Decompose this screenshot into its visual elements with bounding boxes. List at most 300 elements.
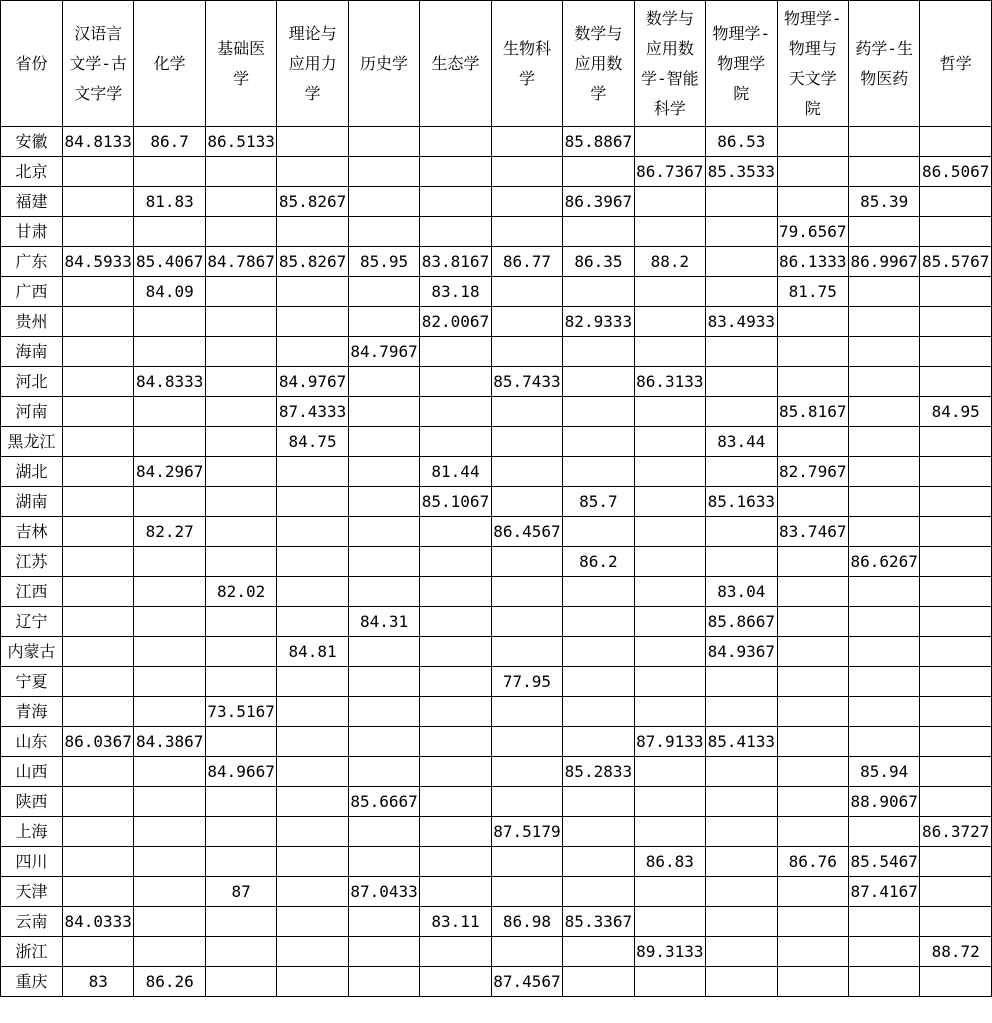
score-cell [277, 577, 348, 607]
score-cell [563, 577, 634, 607]
score-cell [563, 637, 634, 667]
province-cell: 重庆 [1, 967, 63, 997]
score-cell [848, 457, 919, 487]
score-cell: 84.3867 [134, 727, 205, 757]
score-cell [634, 337, 705, 367]
score-cell: 84.31 [348, 607, 419, 637]
score-cell [420, 817, 491, 847]
score-cell [848, 637, 919, 667]
score-cell [920, 847, 992, 877]
score-cell [777, 427, 848, 457]
score-cell [563, 937, 634, 967]
score-cell [63, 637, 134, 667]
score-cell [491, 727, 562, 757]
score-cell [706, 217, 777, 247]
score-cell: 83.8167 [420, 247, 491, 277]
score-cell [706, 907, 777, 937]
score-cell [277, 337, 348, 367]
table-row [1, 757, 992, 787]
score-cell [920, 967, 992, 997]
score-cell [420, 397, 491, 427]
score-cell [134, 307, 205, 337]
score-cell [563, 727, 634, 757]
score-cell [277, 817, 348, 847]
score-cell [491, 697, 562, 727]
score-cell [634, 817, 705, 847]
score-cell [63, 337, 134, 367]
score-cell [848, 337, 919, 367]
score-cell [777, 967, 848, 997]
score-cell [63, 787, 134, 817]
table-row [1, 277, 992, 307]
score-cell [205, 517, 276, 547]
score-cell [348, 187, 419, 217]
score-cell [491, 397, 562, 427]
score-cell: 87.4333 [277, 397, 348, 427]
score-cell [205, 787, 276, 817]
score-cell: 84.0333 [63, 907, 134, 937]
score-cell [491, 607, 562, 637]
score-cell: 86.83 [634, 847, 705, 877]
province-cell: 北京 [1, 157, 63, 187]
column-header: 物理学-物理与天文学院 [777, 1, 848, 127]
score-cell [348, 457, 419, 487]
score-cell [348, 277, 419, 307]
score-cell: 86.53 [706, 127, 777, 157]
score-cell [348, 577, 419, 607]
score-cell [348, 157, 419, 187]
score-cell [134, 547, 205, 577]
score-cell [205, 157, 276, 187]
score-cell [920, 577, 992, 607]
province-cell: 陕西 [1, 787, 63, 817]
score-cell [706, 397, 777, 427]
score-cell [563, 697, 634, 727]
score-cell [634, 877, 705, 907]
score-cell [63, 157, 134, 187]
score-cell: 85.4133 [706, 727, 777, 757]
score-cell: 86.7 [134, 127, 205, 157]
score-cell [706, 877, 777, 907]
score-cell: 85.7 [563, 487, 634, 517]
score-cell: 82.9333 [563, 307, 634, 337]
score-cell [420, 517, 491, 547]
score-cell [848, 667, 919, 697]
score-cell [205, 187, 276, 217]
score-cell [205, 397, 276, 427]
province-cell: 四川 [1, 847, 63, 877]
score-cell [706, 367, 777, 397]
score-cell [634, 277, 705, 307]
score-cell: 87.9133 [634, 727, 705, 757]
score-cell [205, 937, 276, 967]
score-cell [777, 307, 848, 337]
score-cell [634, 427, 705, 457]
column-header: 药学-生物医药 [848, 1, 919, 127]
score-cell [348, 967, 419, 997]
score-cell [205, 907, 276, 937]
score-cell: 86.77 [491, 247, 562, 277]
score-cell [634, 307, 705, 337]
score-cell [491, 217, 562, 247]
score-cell [491, 157, 562, 187]
score-cell [134, 217, 205, 247]
score-cell [706, 187, 777, 217]
score-cell [634, 697, 705, 727]
score-cell [205, 607, 276, 637]
score-cell [848, 397, 919, 427]
province-cell: 吉林 [1, 517, 63, 547]
score-cell [277, 967, 348, 997]
score-cell [134, 907, 205, 937]
score-cell [491, 637, 562, 667]
table-row [1, 427, 992, 457]
score-cell [63, 187, 134, 217]
table-row [1, 247, 992, 277]
score-cell [491, 187, 562, 217]
province-cell: 内蒙古 [1, 637, 63, 667]
score-cell [420, 637, 491, 667]
column-header: 理论与应用力学 [277, 1, 348, 127]
score-cell [205, 637, 276, 667]
province-cell: 江西 [1, 577, 63, 607]
score-cell: 88.2 [634, 247, 705, 277]
table-row [1, 817, 992, 847]
score-cell: 85.39 [848, 187, 919, 217]
score-cell [848, 427, 919, 457]
header-row [1, 1, 992, 127]
score-cell: 84.7967 [348, 337, 419, 367]
score-cell [348, 667, 419, 697]
score-cell [63, 577, 134, 607]
score-cell [348, 937, 419, 967]
score-cell [634, 787, 705, 817]
score-cell: 81.83 [134, 187, 205, 217]
province-cell: 辽宁 [1, 607, 63, 637]
score-cell [848, 307, 919, 337]
score-cell: 86.5133 [205, 127, 276, 157]
score-cell [134, 577, 205, 607]
province-cell: 浙江 [1, 937, 63, 967]
score-cell: 85.8867 [563, 127, 634, 157]
score-cell [634, 487, 705, 517]
table-row [1, 487, 992, 517]
table-row [1, 667, 992, 697]
score-cell [277, 457, 348, 487]
score-cell [563, 367, 634, 397]
score-cell [348, 727, 419, 757]
score-cell [920, 907, 992, 937]
score-cell: 85.8267 [277, 247, 348, 277]
score-cell [563, 607, 634, 637]
score-cell: 85.1067 [420, 487, 491, 517]
score-cell [920, 307, 992, 337]
score-cell [420, 127, 491, 157]
score-cell: 84.09 [134, 277, 205, 307]
table-row [1, 127, 992, 157]
score-cell [920, 127, 992, 157]
table-row [1, 847, 992, 877]
score-cell: 86.0367 [63, 727, 134, 757]
score-cell [634, 397, 705, 427]
score-cell [63, 697, 134, 727]
score-cell [920, 547, 992, 577]
score-cell [348, 487, 419, 517]
score-cell [491, 277, 562, 307]
score-cell [777, 637, 848, 667]
score-cell [563, 217, 634, 247]
table-row [1, 967, 992, 997]
score-cell [634, 127, 705, 157]
score-cell [777, 907, 848, 937]
province-cell: 天津 [1, 877, 63, 907]
score-cell: 87.4167 [848, 877, 919, 907]
score-cell: 82.27 [134, 517, 205, 547]
table-row [1, 457, 992, 487]
province-cell: 海南 [1, 337, 63, 367]
score-cell [277, 307, 348, 337]
score-cell: 85.2833 [563, 757, 634, 787]
score-cell [348, 637, 419, 667]
score-cell [920, 457, 992, 487]
score-cell [920, 367, 992, 397]
score-cell [634, 757, 705, 787]
table-row [1, 637, 992, 667]
score-cell [848, 487, 919, 517]
score-cell [348, 367, 419, 397]
table-row [1, 307, 992, 337]
score-cell: 84.5933 [63, 247, 134, 277]
score-cell [920, 187, 992, 217]
score-cell [563, 277, 634, 307]
score-cell [706, 937, 777, 967]
score-cell [63, 367, 134, 397]
score-cell [777, 367, 848, 397]
score-cell: 82.02 [205, 577, 276, 607]
score-cell [420, 427, 491, 457]
score-cell [634, 637, 705, 667]
score-cell: 85.4067 [134, 247, 205, 277]
score-cell: 84.75 [277, 427, 348, 457]
score-cell: 85.5767 [920, 247, 992, 277]
score-cell [706, 337, 777, 367]
score-cell [920, 487, 992, 517]
score-cell [205, 667, 276, 697]
score-cell [134, 817, 205, 847]
score-cell [420, 547, 491, 577]
table-row [1, 397, 992, 427]
score-cell: 87.4567 [491, 967, 562, 997]
score-cell: 85.3367 [563, 907, 634, 937]
score-cell: 86.1333 [777, 247, 848, 277]
column-header: 哲学 [920, 1, 992, 127]
table-row [1, 337, 992, 367]
score-cell [205, 277, 276, 307]
score-cell [491, 757, 562, 787]
score-cell [848, 127, 919, 157]
table-row [1, 907, 992, 937]
score-cell [205, 217, 276, 247]
score-cell [277, 127, 348, 157]
score-cell [205, 427, 276, 457]
score-cell: 84.9367 [706, 637, 777, 667]
score-cell [420, 187, 491, 217]
score-cell [563, 847, 634, 877]
score-cell: 86.9967 [848, 247, 919, 277]
score-cell [348, 697, 419, 727]
score-cell [420, 577, 491, 607]
score-cell [348, 217, 419, 247]
score-cell [420, 607, 491, 637]
score-cell: 84.8133 [63, 127, 134, 157]
score-cell [277, 907, 348, 937]
score-cell [277, 517, 348, 547]
table-row [1, 517, 992, 547]
score-cell: 83.04 [706, 577, 777, 607]
score-cell: 83.11 [420, 907, 491, 937]
score-cell [420, 787, 491, 817]
score-cell [706, 667, 777, 697]
score-cell [348, 307, 419, 337]
score-cell [634, 547, 705, 577]
score-cell [777, 487, 848, 517]
column-header: 基础医学 [205, 1, 276, 127]
score-cell [348, 847, 419, 877]
score-cell [777, 937, 848, 967]
score-cell [277, 277, 348, 307]
score-cell [706, 277, 777, 307]
score-cell [420, 217, 491, 247]
score-cell: 85.94 [848, 757, 919, 787]
score-cell: 86.76 [777, 847, 848, 877]
score-cell [706, 967, 777, 997]
score-cell [848, 367, 919, 397]
score-cell [563, 157, 634, 187]
score-cell [920, 727, 992, 757]
province-cell: 青海 [1, 697, 63, 727]
score-cell [205, 337, 276, 367]
column-header: 历史学 [348, 1, 419, 127]
province-cell: 湖北 [1, 457, 63, 487]
score-cell [348, 817, 419, 847]
score-cell [348, 757, 419, 787]
score-cell: 84.2967 [134, 457, 205, 487]
score-cell: 86.4567 [491, 517, 562, 547]
score-cell: 85.8667 [706, 607, 777, 637]
score-cell [777, 787, 848, 817]
table-row [1, 577, 992, 607]
score-cell [63, 487, 134, 517]
province-cell: 贵州 [1, 307, 63, 337]
score-cell [563, 427, 634, 457]
score-cell [134, 697, 205, 727]
score-cell [277, 667, 348, 697]
table-row [1, 217, 992, 247]
score-cell [777, 817, 848, 847]
score-cell [348, 517, 419, 547]
score-cell [420, 667, 491, 697]
score-cell [491, 577, 562, 607]
score-cell [63, 757, 134, 787]
score-cell: 83.18 [420, 277, 491, 307]
score-cell [63, 517, 134, 547]
score-cell [563, 457, 634, 487]
score-cell [134, 427, 205, 457]
score-cell [920, 697, 992, 727]
score-cell [277, 487, 348, 517]
province-cell: 广东 [1, 247, 63, 277]
score-cell: 81.44 [420, 457, 491, 487]
score-cell [491, 487, 562, 517]
score-cell [134, 667, 205, 697]
score-cell [848, 217, 919, 247]
score-cell [563, 667, 634, 697]
column-header-province: 省份 [1, 1, 63, 127]
score-cell: 86.98 [491, 907, 562, 937]
score-cell [63, 427, 134, 457]
score-cell [848, 727, 919, 757]
score-cell: 86.3133 [634, 367, 705, 397]
score-cell: 84.9667 [205, 757, 276, 787]
score-cell [63, 847, 134, 877]
score-cell [420, 967, 491, 997]
score-cell: 86.3967 [563, 187, 634, 217]
score-cell [706, 817, 777, 847]
score-cell: 84.95 [920, 397, 992, 427]
score-cell: 83.44 [706, 427, 777, 457]
score-cell [848, 157, 919, 187]
table-row [1, 607, 992, 637]
column-header: 生态学 [420, 1, 491, 127]
province-cell: 宁夏 [1, 667, 63, 697]
score-cell [634, 667, 705, 697]
province-cell: 安徽 [1, 127, 63, 157]
score-cell [491, 787, 562, 817]
score-cell [706, 547, 777, 577]
column-header: 数学与应用数学-智能科学 [634, 1, 705, 127]
score-cell [563, 517, 634, 547]
score-cell [634, 907, 705, 937]
score-cell: 79.6567 [777, 217, 848, 247]
column-header: 汉语言文学-古文字学 [63, 1, 134, 127]
score-cell: 86.26 [134, 967, 205, 997]
score-cell [63, 277, 134, 307]
score-cell: 73.5167 [205, 697, 276, 727]
score-cell: 83.7467 [777, 517, 848, 547]
score-cell [420, 877, 491, 907]
score-cell [205, 547, 276, 577]
score-cell [491, 457, 562, 487]
score-cell [205, 967, 276, 997]
province-cell: 甘肃 [1, 217, 63, 247]
score-cell [134, 787, 205, 817]
score-cell [134, 877, 205, 907]
score-cell [491, 427, 562, 457]
score-cell [63, 307, 134, 337]
score-cell [777, 127, 848, 157]
score-cell [491, 127, 562, 157]
score-cell [706, 847, 777, 877]
score-cell [63, 457, 134, 487]
score-cell [706, 757, 777, 787]
score-cell: 85.3533 [706, 157, 777, 187]
score-cell [205, 727, 276, 757]
score-cell: 84.7867 [205, 247, 276, 277]
score-cell: 86.3727 [920, 817, 992, 847]
score-cell [777, 877, 848, 907]
score-cell: 85.6667 [348, 787, 419, 817]
score-cell: 86.35 [563, 247, 634, 277]
